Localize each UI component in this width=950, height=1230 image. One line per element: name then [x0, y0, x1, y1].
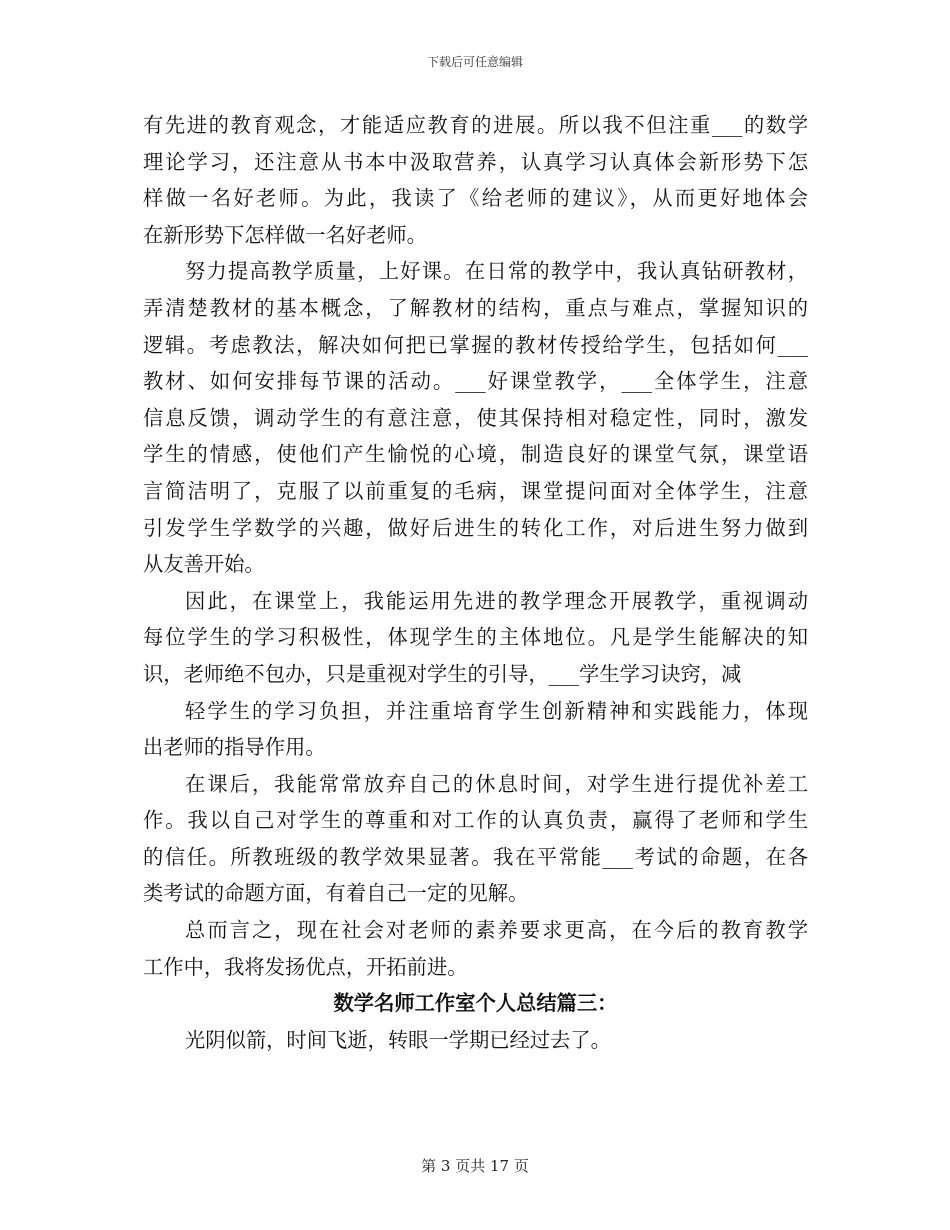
text-line: 作。我以自己对学生的尊重和对工作的认真负责，赢得了老师和学生: [143, 808, 808, 833]
text-line: 言简洁明了，克服了以前重复的毛病，课堂提问面对全体学生，注意: [143, 478, 808, 503]
text-line: 理论学习，还注意从书本中汲取营养，认真学习认真体会新形势下怎: [143, 149, 808, 174]
page-footer: 第 3 页共 17 页: [421, 1157, 529, 1175]
paragraph-6: [143, 912, 808, 985]
text-line: 轻学生的学习负担，并注重培育学生创新精神和实践能力，体现: [185, 698, 808, 723]
text-line: 在新形势下怎样做一名好老师。: [143, 222, 427, 247]
section-title: 数学名师工作室个人总结篇三：: [333, 991, 618, 1016]
paragraph-1: [143, 107, 808, 253]
page-header: 下载后可任意编辑: [426, 55, 523, 69]
paragraph-2: [143, 253, 808, 582]
text-line: 工作中，我将发扬优点，开拓前进。: [143, 954, 468, 979]
document-body: [143, 107, 808, 1058]
text-line: 学生的情感，使他们产生愉悦的心境，制造良好的课堂气氛，课堂语: [143, 442, 808, 467]
text-line: 出老师的指导作用。: [143, 735, 326, 760]
text-line: 从友善开始。: [143, 552, 265, 577]
paragraph-5: [143, 766, 808, 912]
text-line: 类考试的命题方面，有着自己一定的见解。: [143, 881, 529, 906]
paragraph-3: [143, 583, 808, 693]
text-line: 识，老师绝不包办，只是重视对学生的引导，___学生学习诀窍，减: [143, 661, 742, 686]
text-line: 每位学生的学习积极性，体现学生的主体地位。凡是学生能解决的知: [143, 625, 808, 650]
text-line: 在课后，我能常常放弃自己的休息时间，对学生进行提优补差工: [185, 771, 808, 796]
closing-line: 光阴似箭，时间飞逝，转眼一学期已经过去了。: [185, 1027, 611, 1052]
text-line: 努力提高教学质量，上好课。在日常的教学中，我认真钻研教材，: [185, 259, 808, 284]
text-line: 信息反馈，调动学生的有意注意，使其保持相对稳定性，同时，激发: [143, 405, 808, 430]
text-line: 总而言之，现在社会对老师的素养要求更高，在今后的教育教学: [185, 918, 808, 943]
text-line: 的信任。所教班级的教学效果显著。我在平常能___考试的命题，在各: [143, 844, 808, 869]
paragraph-4: [143, 693, 808, 766]
text-line: 因此，在课堂上，我能运用先进的教学理念开展教学，重视调动: [185, 588, 808, 613]
text-line: 逻辑。考虑教法，解决如何把已掌握的教材传授给学生，包括如何___: [143, 332, 808, 357]
text-line: 样做一名好老师。为此，我读了《给老师的建议》，从而更好地体会: [143, 186, 808, 211]
text-line: 弄清楚教材的基本概念，了解教材的结构，重点与难点，掌握知识的: [143, 295, 808, 320]
text-line: 教材、如何安排每节课的活动。___好课堂教学，___全体学生，注意: [143, 369, 808, 394]
text-line: 引发学生学数学的兴趣，做好后进生的转化工作，对后进生努力做到: [143, 515, 808, 540]
text-line: 有先进的教育观念，才能适应教育的进展。所以我不但注重___的数学: [143, 113, 808, 137]
